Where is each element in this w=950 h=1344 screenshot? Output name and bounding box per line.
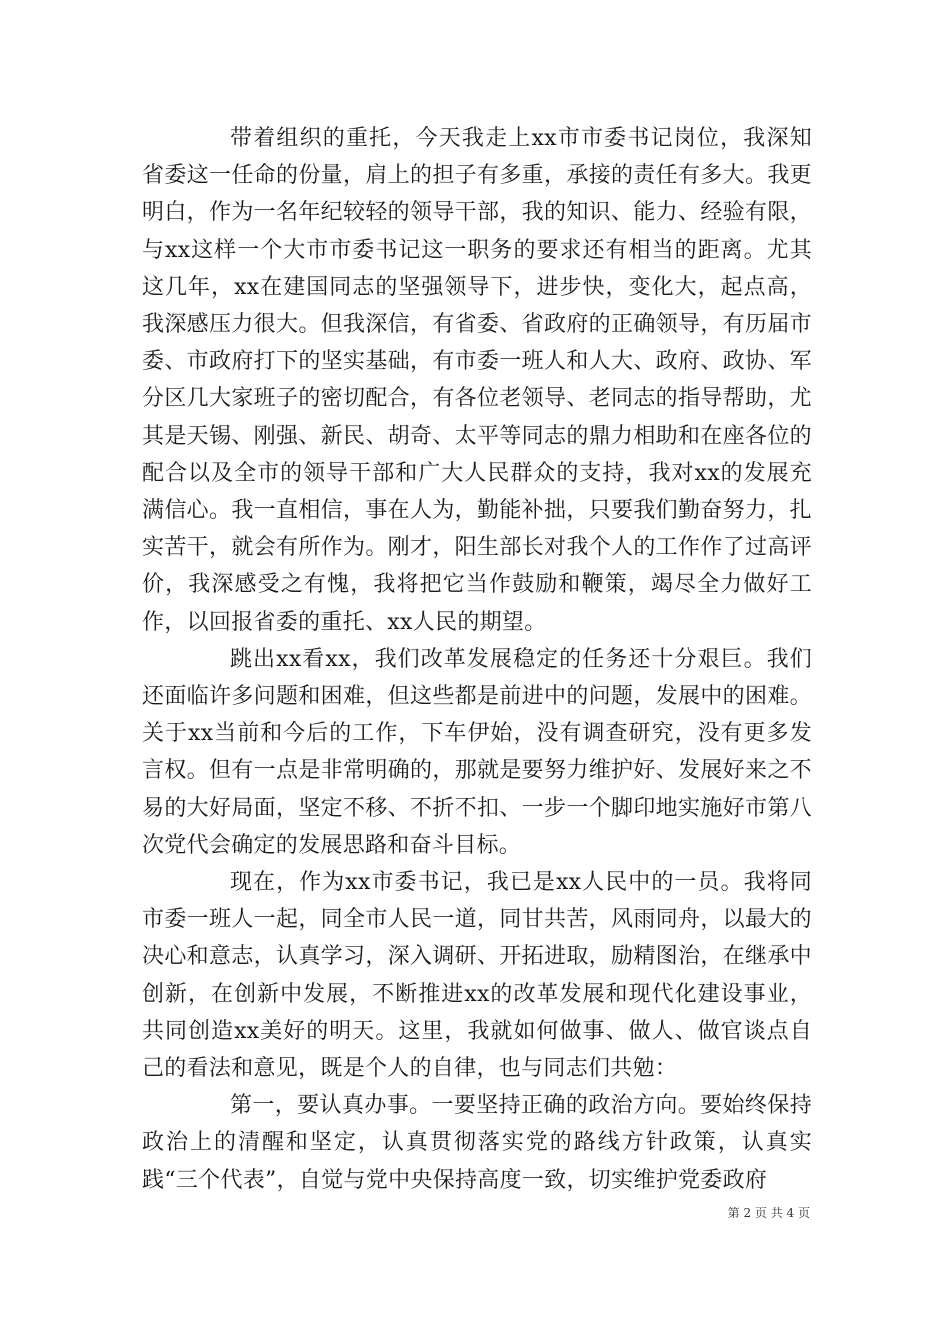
paragraph-3: 现在，作为xx市委书记，我已是xx人民中的一员。我将同市委一班人一起，同全市人民一道，同甘共苦，风雨同舟，以最大的决心和意志，认真学习，深入调研、开拓进取，励精图治，在继承中创新，在创新中发展，不断推进xx的改革发展和现代化建设事业，共同创造xx美好的明天。这里，我就如何做事、做人、做官谈点自己的看法和意见，既是个人的自律，也与同志们共勉： [142, 870, 812, 1082]
paragraph-2: 跳出xx看xx，我们改革发展稳定的任务还十分艰巨。我们还面临许多问题和困难，但这些都是前进中的问题，发展中的困难。关于xx当前和今后的工作，下车伊始，没有调查研究，没有更多发言权。但有一点是非常明确的，那就是要努力维护好、发展好来之不易的大好局面，坚定不移、不折不扣、一步一个脚印地实施好市第八次党代会确定的发展思路和奋斗目标。 [142, 646, 812, 858]
page-number-footer: 第 2 页 共 4 页 [727, 1206, 810, 1220]
document-body [142, 120, 812, 1199]
paragraph-1: 带着组织的重托，今天我走上xx市市委书记岗位，我深知省委这一任命的份量，肩上的担子有多重，承接的责任有多大。我更明白，作为一名年纪较轻的领导干部，我的知识、能力、经验有限，与xx这样一个大市市委书记这一职务的要求还有相当的距离。尤其这几年，xx在建国同志的坚强领导下，进步快，变化大，起点高，我深感压力很大。但我深信，有省委、省政府的正确领导，有历届市委、市政府打下的坚实基础，有市委一班人和人大、政府、政协、军分区几大家班子的密切配合，有各位老领导、老同志的指导帮助，尤其是天锡、刚强、新民、胡奇、太平等同志的鼎力相助和在座各位的配合以及全市的领导干部和广大人民群众的支持，我对xx的发展充满信心。我一直相信，事在人为，勤能补拙，只要我们勤奋努力，扎实苦干，就会有所作为。刚才，阳生部长对我个人的工作作了过高评价，我深感受之有愧，我将把它当作鼓励和鞭策，竭尽全力做好工作，以回报省委的重托、xx人民的期望。 [142, 126, 812, 635]
paragraph-4: 第一，要认真办事。一要坚持正确的政治方向。要始终保持政治上的清醒和坚定，认真贯彻落实党的路线方针政策，认真实践“三个代表”，自觉与党中央保持高度一致，切实维护党委政府 [142, 1093, 812, 1193]
